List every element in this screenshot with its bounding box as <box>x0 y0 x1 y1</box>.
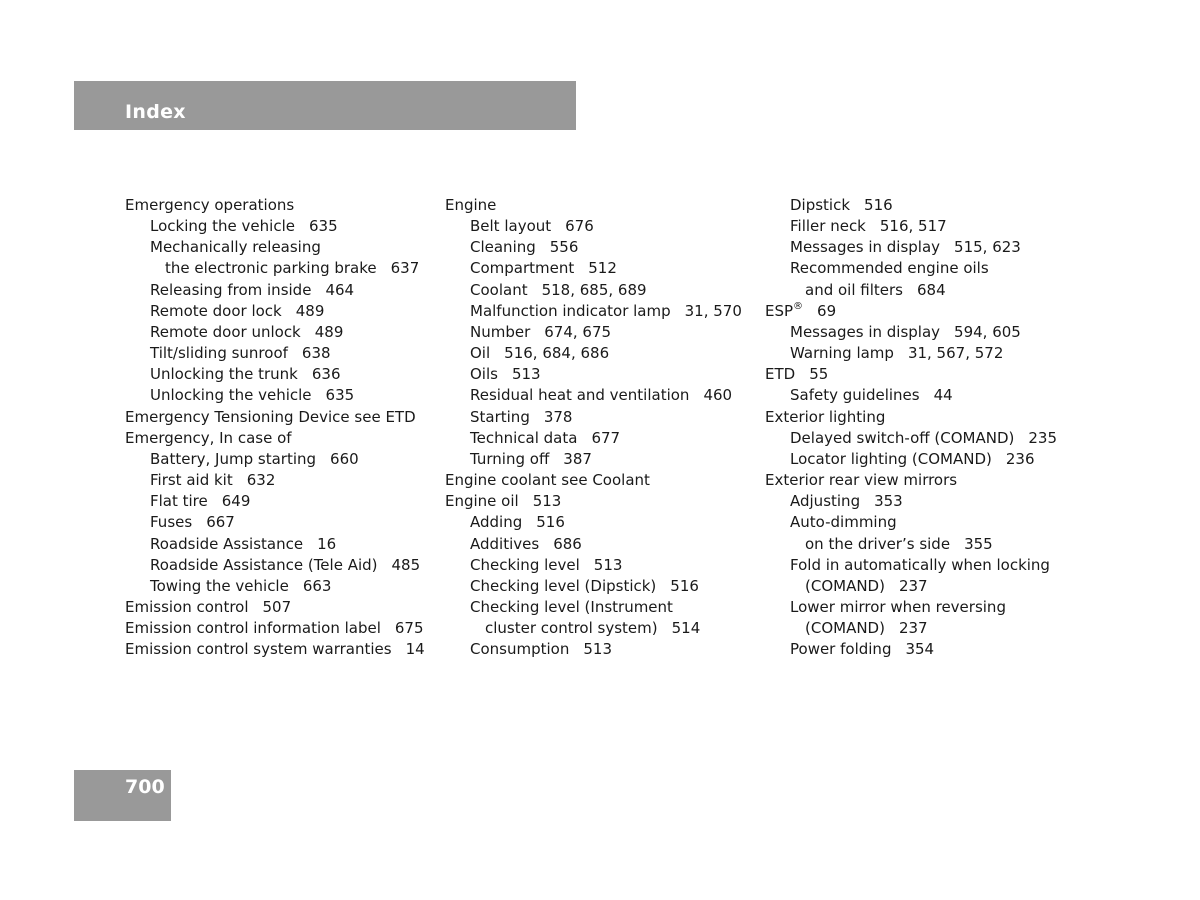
index-term: Belt layout <box>470 217 552 236</box>
index-page-ref: 635 <box>325 386 355 405</box>
index-page-ref: 355 <box>964 534 993 553</box>
index-entry <box>765 280 1057 301</box>
index-page-ref: 485 <box>391 555 421 574</box>
index-entry <box>765 364 1057 385</box>
index-entry <box>445 639 742 660</box>
index-page-ref: 686 <box>553 534 582 553</box>
index-term: Warning lamp <box>790 344 894 363</box>
index-entry <box>445 364 742 385</box>
index-page-ref: 515, 623 <box>954 238 1021 257</box>
index-term: Roadside Assistance (Tele Aid) <box>150 555 378 574</box>
index-entry <box>765 639 1057 660</box>
index-entry <box>765 555 1057 576</box>
index-page-ref: 512 <box>588 259 617 278</box>
index-term: Remote door unlock <box>150 322 301 341</box>
index-entry <box>125 639 425 660</box>
index-term: Adjusting <box>790 492 861 511</box>
index-page-ref: 677 <box>591 428 621 447</box>
index-term: Engine <box>445 196 497 214</box>
index-term: First aid kit <box>150 471 233 490</box>
index-page-ref: 649 <box>221 492 251 511</box>
index-term: Emergency Tensioning Device see ETD <box>125 407 416 426</box>
index-entry <box>765 237 1057 258</box>
index-entry <box>765 343 1057 364</box>
registered-mark: ® <box>793 300 804 312</box>
index-page-ref: 516, 517 <box>879 217 947 236</box>
index-term: Safety guidelines <box>790 386 920 405</box>
index-entry <box>445 385 742 406</box>
index-term: Delayed switch-off (COMAND) <box>790 428 1015 447</box>
index-page-ref: 516 <box>536 513 565 532</box>
index-page-ref: 516, 684, 686 <box>504 344 610 363</box>
index-entry <box>125 491 425 512</box>
index-term: Malfunction indicator lamp <box>470 301 671 320</box>
index-page-ref: 44 <box>933 386 953 405</box>
page-number: 700 <box>125 776 165 798</box>
index-term: the electronic parking brake <box>165 259 377 278</box>
index-term: Fold in automatically when locking <box>790 555 1050 574</box>
index-term: (COMAND) <box>805 619 885 638</box>
index-entry <box>765 512 1057 533</box>
index-entry <box>445 322 742 343</box>
index-column-1 <box>125 195 425 660</box>
index-term: Oils <box>470 365 498 384</box>
index-entry <box>765 470 1057 491</box>
index-entry <box>125 195 425 216</box>
index-page-ref: 353 <box>874 492 903 511</box>
index-entry <box>765 597 1057 618</box>
index-term: Residual heat and ventilation <box>470 386 690 405</box>
index-page-ref: 635 <box>308 217 338 236</box>
index-entry <box>125 618 425 639</box>
index-term: Checking level <box>470 555 580 574</box>
index-term: ETD <box>765 365 796 384</box>
index-term: Number <box>470 322 531 341</box>
index-term: Power folding <box>790 640 892 659</box>
index-entry <box>125 364 425 385</box>
index-page-ref: 489 <box>295 301 325 320</box>
index-entry <box>125 216 425 237</box>
index-page-ref: 674, 675 <box>544 322 612 341</box>
index-entry <box>125 407 425 428</box>
index-header-bar <box>74 81 576 130</box>
index-term: Towing the vehicle <box>150 576 289 595</box>
index-entry <box>125 512 425 533</box>
index-page-ref: 69 <box>817 301 837 320</box>
index-term: Adding <box>470 513 523 532</box>
index-page-ref: 460 <box>703 386 733 405</box>
index-term: Exterior rear view mirrors <box>765 471 958 490</box>
index-term: Additives <box>470 534 540 553</box>
index-entry <box>445 576 742 597</box>
index-entry <box>765 407 1057 428</box>
index-term: Checking level (Instrument <box>470 597 673 616</box>
index-page-ref: 354 <box>905 640 935 659</box>
index-term: Roadside Assistance <box>150 534 304 553</box>
index-term: Battery, Jump starting <box>150 449 317 468</box>
index-term: Starting <box>470 407 530 426</box>
index-entry <box>445 555 742 576</box>
index-term: Cleaning <box>470 238 536 257</box>
index-entry <box>125 576 425 597</box>
index-term: Auto-dimming <box>790 513 897 532</box>
index-entry <box>125 534 425 555</box>
index-entry <box>445 512 742 533</box>
index-term: Tilt/sliding sunroof <box>150 344 288 363</box>
index-term: Technical data <box>470 428 578 447</box>
index-page-ref: 594, 605 <box>954 322 1021 341</box>
index-entry <box>125 280 425 301</box>
index-entry <box>765 534 1057 555</box>
index-term: Turning off <box>470 449 550 468</box>
index-term: Lower mirror when reversing <box>790 597 1006 616</box>
index-term: Coolant <box>470 280 528 299</box>
index-term: Releasing from inside <box>150 280 312 299</box>
index-term: Fuses <box>150 513 193 532</box>
index-page-ref: 518, 685, 689 <box>541 280 647 299</box>
index-page-ref: 507 <box>262 597 292 616</box>
index-term: Emergency operations <box>125 196 295 214</box>
index-term: Emission control <box>125 597 249 616</box>
index-page-ref: 31, 567, 572 <box>907 344 1004 363</box>
index-entry <box>765 195 1057 216</box>
index-page-ref: 684 <box>916 280 946 299</box>
index-entry <box>445 449 742 470</box>
index-column-2 <box>445 195 742 660</box>
index-term: ESP <box>765 301 794 320</box>
index-column-3 <box>765 195 1057 660</box>
index-term: Emission control system warranties <box>125 640 392 659</box>
index-entry <box>445 428 742 449</box>
page-title: Index <box>125 101 186 123</box>
index-entry <box>125 258 425 279</box>
index-term: Messages in display <box>790 322 941 341</box>
index-page-ref: 31, 570 <box>684 301 742 320</box>
index-page-ref: 387 <box>563 449 592 468</box>
index-term: Consumption <box>470 640 570 659</box>
index-page-ref: 637 <box>390 259 420 278</box>
index-entry <box>765 576 1057 597</box>
index-page-ref: 235 <box>1028 428 1057 447</box>
index-page-ref: 237 <box>898 619 928 638</box>
index-entry <box>125 555 425 576</box>
index-entry <box>445 343 742 364</box>
index-page-ref: 676 <box>565 217 594 236</box>
index-entry <box>765 449 1057 470</box>
index-term: Emergency, In case of <box>125 428 292 447</box>
index-page-ref: 667 <box>206 513 235 532</box>
index-page-ref: 237 <box>898 576 928 595</box>
index-page-ref: 675 <box>394 619 424 638</box>
index-entry <box>765 385 1057 406</box>
index-term: Locator lighting (COMAND) <box>790 449 992 468</box>
index-entry <box>445 407 742 428</box>
index-page-ref: 236 <box>1005 449 1035 468</box>
index-term: Messages in display <box>790 238 941 257</box>
index-page-ref: 55 <box>809 365 829 384</box>
index-page-ref: 516 <box>864 196 893 214</box>
index-page-ref: 14 <box>405 640 425 659</box>
index-page-ref: 513 <box>583 640 612 659</box>
index-page-ref: 516 <box>670 576 699 595</box>
index-entry <box>445 618 742 639</box>
index-entry <box>445 195 742 216</box>
index-term: and oil filters <box>805 280 903 299</box>
index-term: Engine coolant see Coolant <box>445 471 650 490</box>
index-entry <box>125 428 425 449</box>
index-entry <box>125 597 425 618</box>
index-entry <box>445 597 742 618</box>
index-entry <box>445 258 742 279</box>
index-entry <box>445 534 742 555</box>
index-entry <box>125 470 425 491</box>
index-term: Recommended engine oils <box>790 259 989 278</box>
index-page-ref: 663 <box>302 576 332 595</box>
index-entry <box>445 470 742 491</box>
index-entry <box>445 280 742 301</box>
index-page-ref: 513 <box>593 555 623 574</box>
index-term: Filler neck <box>790 217 866 236</box>
index-page-ref: 378 <box>543 407 573 426</box>
index-page-ref: 638 <box>301 344 331 363</box>
index-term: Compartment <box>470 259 575 278</box>
index-term: Mechanically releasing <box>150 238 321 257</box>
index-term: Unlocking the trunk <box>150 365 298 384</box>
index-term: Dipstick <box>790 196 851 214</box>
index-term: Exterior lighting <box>765 407 886 426</box>
index-page-ref: 636 <box>311 365 341 384</box>
index-page-ref: 556 <box>549 238 579 257</box>
page-number-box <box>74 770 171 821</box>
index-page-ref: 513 <box>532 492 562 511</box>
index-page-ref: 660 <box>330 449 359 468</box>
index-term: Engine oil <box>445 492 519 511</box>
index-term: Emission control information label <box>125 619 381 638</box>
index-entry <box>765 322 1057 343</box>
index-term: Checking level (Dipstick) <box>470 576 657 595</box>
index-entry <box>445 491 742 512</box>
index-page-ref: 16 <box>317 534 337 553</box>
index-term: on the driver’s side <box>805 534 951 553</box>
index-page-ref: 464 <box>325 280 355 299</box>
index-entry <box>765 301 1057 322</box>
index-entry <box>445 216 742 237</box>
index-page-ref: 632 <box>246 471 276 490</box>
index-entry <box>125 385 425 406</box>
index-entry <box>445 237 742 258</box>
index-term: Remote door lock <box>150 301 282 320</box>
index-entry <box>445 301 742 322</box>
index-entry <box>125 343 425 364</box>
index-page-ref: 514 <box>671 619 701 638</box>
index-page-ref: 489 <box>314 322 344 341</box>
index-entry <box>125 237 425 258</box>
index-term: cluster control system) <box>485 619 658 638</box>
index-term: (COMAND) <box>805 576 885 595</box>
index-entry <box>125 322 425 343</box>
index-term: Flat tire <box>150 492 208 511</box>
index-entry <box>765 258 1057 279</box>
index-entry <box>765 491 1057 512</box>
index-entry <box>125 449 425 470</box>
index-term: Locking the vehicle <box>150 217 295 236</box>
index-term: Unlocking the vehicle <box>150 386 312 405</box>
index-entry <box>765 216 1057 237</box>
index-page-ref: 513 <box>511 365 541 384</box>
index-entry <box>765 618 1057 639</box>
index-entry <box>765 428 1057 449</box>
index-term: Oil <box>470 344 491 363</box>
index-entry <box>125 301 425 322</box>
